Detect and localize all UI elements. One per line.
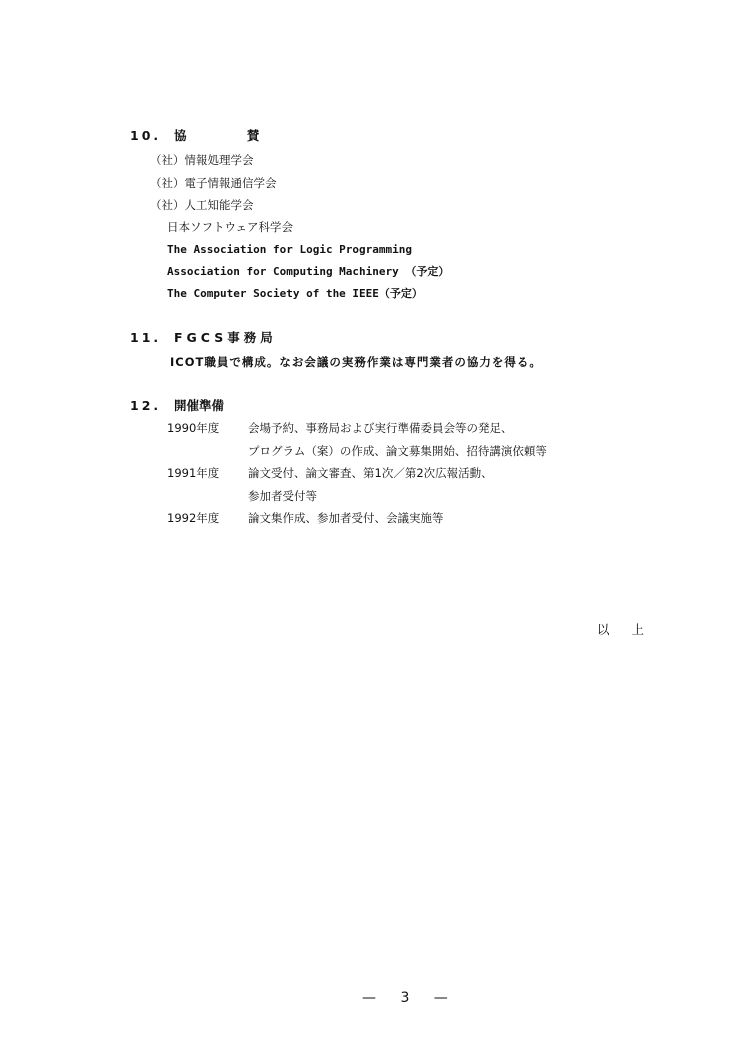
section-12-number: 12.	[130, 398, 162, 413]
schedule-year: 1992年度	[167, 511, 220, 525]
schedule-line: 論文集作成、参加者受付、会議実施等	[248, 511, 444, 525]
page-number: — 3 —	[362, 990, 458, 1006]
sponsor-item: （社）人工知能学会	[150, 198, 254, 212]
closing-mark: 以上	[597, 622, 667, 637]
section-10-heading	[130, 128, 287, 144]
schedule-line: 参加者受付等	[248, 489, 317, 503]
schedule-line: 論文受付、論文審査、第1次／第2次広報活動、	[248, 466, 493, 480]
section-11-title: FGCS事務局	[174, 330, 277, 345]
section-11-heading	[130, 330, 277, 346]
sponsor-item: Association for Computing Machinery （予定）	[167, 265, 450, 278]
section-11-body: ICOT職員で構成。なお会議の実務作業は専門業者の協力を得る。	[170, 355, 542, 369]
sponsor-item: The Computer Society of the IEEE（予定）	[167, 287, 423, 300]
section-12-title: 開催準備	[174, 398, 225, 413]
section-10-title: 協 賛	[174, 128, 288, 143]
schedule-year: 1990年度	[167, 421, 220, 435]
sponsor-item: The Association for Logic Programming	[167, 243, 413, 256]
sponsor-item: 日本ソフトウェア科学会	[167, 220, 294, 234]
sponsor-item: （社）情報処理学会	[150, 153, 254, 167]
section-11-number: 11.	[130, 330, 162, 345]
schedule-line: プログラム（案）の作成、論文募集開始、招待講演依頼等	[248, 444, 547, 458]
sponsor-item: （社）電子情報通信学会	[150, 176, 277, 190]
section-12-heading	[130, 398, 224, 414]
schedule-year: 1991年度	[167, 466, 220, 480]
schedule-line: 会場予約、事務局および実行準備委員会等の発足、	[248, 421, 513, 435]
section-10-number: 10.	[130, 128, 162, 143]
